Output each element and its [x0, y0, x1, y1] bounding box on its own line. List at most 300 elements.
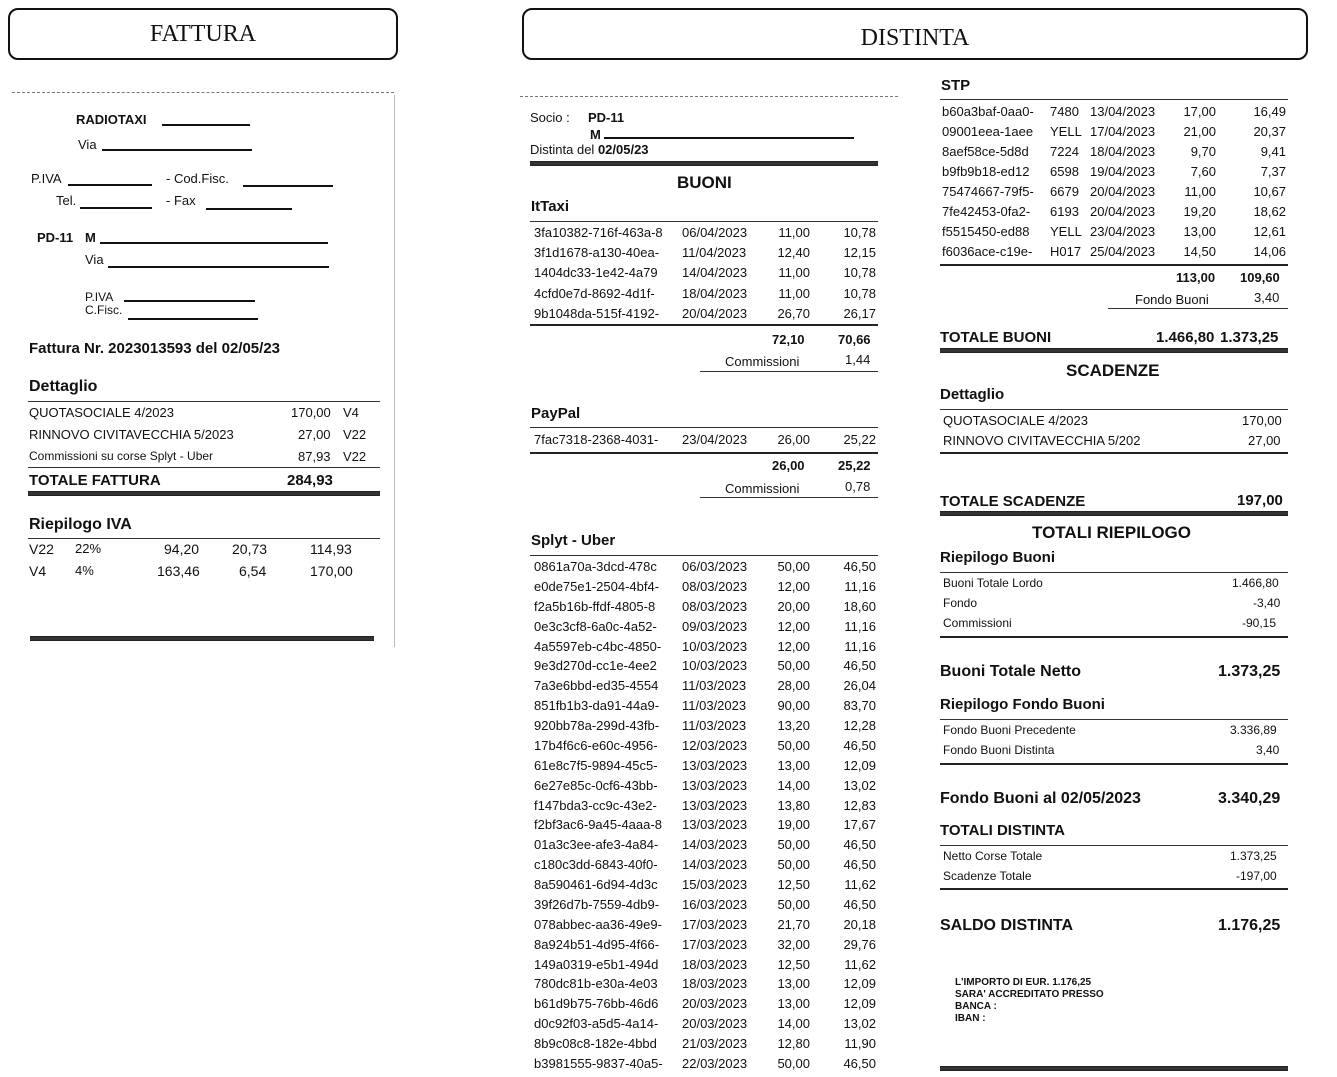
fax-redacted-line — [206, 208, 292, 210]
buono-netto: 11,90 — [844, 1036, 876, 1052]
buono-lordo: 12,50 — [777, 877, 810, 893]
ittaxi-row — [534, 286, 878, 306]
iva-imposta: 6,54 — [239, 563, 267, 579]
riepilogo-fondo-bottom-line — [940, 763, 1288, 765]
riepilogo-fondo-line — [940, 719, 1288, 720]
stp-id: 09001eea-1aee — [942, 124, 1034, 139]
note-line: BANCA : — [955, 1001, 997, 1012]
cfisc-redacted-line — [128, 318, 258, 320]
buono-lordo: 50,00 — [777, 837, 810, 853]
ittaxi-title: ItTaxi — [531, 198, 570, 215]
saldo-distinta-value: 1.176,25 — [1218, 917, 1281, 934]
buono-date: 10/03/2023 — [682, 658, 748, 674]
splyt-row — [534, 837, 878, 857]
buono-date: 17/03/2023 — [682, 936, 748, 952]
riepilogo-buoni-heading: Riepilogo Buoni — [940, 549, 1055, 566]
rf-value: 3,40 — [1256, 743, 1280, 757]
buono-date: 14/04/2023 — [682, 265, 748, 281]
invoice-title: Fattura Nr. 2023013593 del 02/05/23 — [29, 340, 281, 357]
td-value: -197,00 — [1236, 869, 1277, 883]
iva-row — [29, 541, 379, 561]
totale-buoni-label: TOTALE BUONI — [940, 329, 1052, 346]
item-desc: QUOTASOCIALE 4/2023 — [29, 405, 174, 420]
riepilogo-buoni-line — [940, 572, 1288, 573]
buono-date: 15/03/2023 — [682, 877, 748, 893]
fattura-item-row — [29, 427, 379, 447]
stp-title: STP — [941, 77, 971, 94]
buono-lordo: 26,00 — [777, 432, 810, 447]
stp-fondo-label: Fondo Buoni — [1135, 292, 1209, 307]
stp-row — [942, 144, 1288, 164]
stp-code: 7480 — [1050, 104, 1079, 119]
buono-id: b61d9b75-76bb-46d6 — [534, 996, 659, 1012]
stp-netto: 7,37 — [1260, 164, 1286, 179]
ittaxi-row — [534, 225, 878, 245]
stp-id: b60a3baf-0aa0- — [942, 104, 1034, 119]
buono-date: 18/03/2023 — [682, 976, 748, 992]
stp-code: 7224 — [1050, 144, 1079, 159]
buono-netto: 46,50 — [843, 857, 876, 873]
buono-netto: 10,78 — [843, 285, 876, 301]
stp-row — [942, 224, 1288, 244]
stp-id: 7fe42453-0fa2- — [942, 204, 1031, 219]
saldo-distinta-label: SALDO DISTINTA — [940, 917, 1074, 934]
riepilogo-iva-heading: Riepilogo IVA — [29, 516, 132, 533]
buono-id: 3f1d1678-a130-40ea- — [534, 245, 660, 261]
buono-date: 11/04/2023 — [682, 245, 747, 261]
buono-id: 9e3d270d-cc1e-4ee2 — [534, 658, 657, 674]
buono-id: 8a924b51-4d95-4f66- — [534, 936, 660, 952]
buono-date: 20/04/2023 — [682, 305, 748, 321]
stp-id: 75474667-79f5- — [942, 184, 1034, 199]
cfisc-label: C.Fisc. — [85, 303, 123, 317]
buono-id: 0861a70a-3dcd-478c — [534, 559, 657, 574]
paypal-total-line — [530, 452, 878, 454]
ittaxi-row — [534, 265, 878, 285]
splyt-row — [534, 817, 878, 837]
buono-id: f147bda3-cc9c-43e2- — [534, 797, 657, 813]
stp-code: H017 — [1050, 244, 1082, 259]
buono-netto: 29,76 — [843, 936, 876, 952]
stp-date: 19/04/2023 — [1090, 164, 1156, 179]
stp-total-line — [940, 264, 1288, 266]
buono-id: 780dc81b-e30a-4e03 — [534, 976, 658, 992]
ittaxi-commissioni-line — [700, 371, 878, 372]
totale-buoni-double-line — [940, 348, 1288, 353]
buono-lordo: 13,00 — [777, 976, 810, 992]
buoni-totale-netto-label: Buoni Totale Netto — [940, 663, 1082, 680]
stp-netto: 14,06 — [1253, 244, 1286, 259]
stp-id: b9fb9b18-ed12 — [942, 164, 1030, 179]
ittaxi-row — [534, 306, 878, 326]
socio-m: M — [85, 230, 96, 245]
buono-date: 09/03/2023 — [682, 618, 748, 634]
buono-lordo: 50,00 — [777, 737, 810, 753]
stp-lordo: 14,50 — [1183, 244, 1216, 259]
buono-lordo: 50,00 — [777, 1056, 810, 1071]
buono-netto: 11,16 — [844, 638, 876, 654]
buono-lordo: 13,00 — [777, 996, 810, 1012]
fattura-header — [8, 8, 398, 60]
buono-lordo: 20,00 — [777, 598, 810, 614]
buono-date: 20/03/2023 — [682, 996, 748, 1012]
stp-netto: 12,61 — [1253, 224, 1286, 239]
stp-netto: 9,41 — [1260, 144, 1286, 159]
socio-label: Socio : — [530, 110, 570, 125]
buono-lordo: 32,00 — [777, 936, 810, 952]
note-line: IBAN : — [955, 1013, 986, 1024]
splyt-row — [534, 658, 878, 678]
buono-id: 8a590461-6d94-4d3c — [534, 877, 658, 893]
buono-netto: 13,02 — [843, 1016, 876, 1032]
buono-date: 13/03/2023 — [682, 817, 748, 833]
ittaxi-total-lordo: 72,10 — [772, 332, 805, 347]
totali-riepilogo-title: TOTALI RIEPILOGO — [1032, 523, 1191, 542]
buono-id: 920bb78a-299d-43fb- — [534, 718, 660, 734]
buono-lordo: 13,00 — [777, 757, 810, 773]
ittaxi-commissioni-label: Commissioni — [725, 354, 800, 369]
fattura-item-row — [29, 449, 379, 469]
stp-fondo-line — [1108, 308, 1288, 309]
via2-redacted-line — [108, 266, 329, 268]
fattura-header-title: FATTURA — [149, 21, 257, 47]
buono-netto: 46,50 — [843, 896, 876, 912]
ittaxi-commissioni-value: 1,44 — [845, 352, 871, 367]
buono-id: 6e27e85c-0cf6-43bb- — [534, 777, 658, 793]
distinta-top-divider — [520, 96, 898, 97]
splyt-row — [534, 857, 878, 877]
fattura-right-border — [394, 95, 395, 647]
splyt-row — [534, 559, 878, 579]
buono-date: 10/03/2023 — [682, 638, 748, 654]
stp-lordo: 9,70 — [1190, 144, 1216, 159]
stp-id: 8aef58ce-5d8d — [942, 144, 1029, 159]
buono-date: 11/03/2023 — [682, 718, 747, 734]
distinta-header-double-line — [530, 161, 878, 166]
splyt-row — [534, 897, 878, 917]
paypal-total-lordo: 26,00 — [772, 458, 805, 473]
totale-fattura-value: 284,93 — [287, 472, 333, 489]
buono-lordo: 12,00 — [777, 578, 810, 594]
splyt-row — [534, 1016, 878, 1036]
totale-scadenze-label: TOTALE SCADENZE — [940, 493, 1086, 510]
buono-date: 06/03/2023 — [682, 559, 748, 574]
note-line: L'IMPORTO DI EUR. 1.176,25 — [955, 977, 1092, 988]
scadenza-desc: QUOTASOCIALE 4/2023 — [943, 413, 1088, 428]
stp-row — [942, 204, 1288, 224]
stp-date: 23/04/2023 — [1090, 224, 1156, 239]
buono-id: 7fac7318-2368-4031- — [534, 432, 659, 447]
stp-id: f5515450-ed88 — [942, 224, 1030, 239]
buono-netto: 13,02 — [843, 777, 876, 793]
splyt-row — [534, 778, 878, 798]
stp-total-lordo: 113,00 — [1176, 270, 1216, 285]
buono-date: 08/03/2023 — [682, 578, 748, 594]
buono-netto: 25,22 — [843, 432, 876, 447]
stp-row — [942, 184, 1288, 204]
buono-netto: 26,04 — [843, 678, 876, 694]
iva-row — [29, 563, 379, 583]
rb-label: Commissioni — [943, 616, 1012, 630]
buono-date: 14/03/2023 — [682, 857, 748, 873]
stp-date: 20/04/2023 — [1090, 184, 1156, 199]
buono-lordo: 21,70 — [777, 916, 810, 932]
splyt-row — [534, 579, 878, 599]
piva2-label: P.IVA — [85, 290, 114, 304]
buono-lordo: 11,00 — [778, 225, 810, 240]
buoni-title: BUONI — [677, 173, 732, 192]
stp-lordo: 11,00 — [1184, 184, 1216, 199]
buono-date: 18/04/2023 — [682, 285, 748, 301]
fondo-al-label: Fondo Buoni al 02/05/2023 — [940, 790, 1141, 807]
stp-code: 6193 — [1050, 204, 1079, 219]
buono-date: 16/03/2023 — [682, 896, 748, 912]
item-amount: 27,00 — [298, 427, 331, 442]
stp-date: 25/04/2023 — [1090, 244, 1156, 259]
scadenze-top-line — [940, 409, 1288, 410]
scadenze-dettaglio: Dettaglio — [940, 386, 1005, 403]
splyt-row — [534, 758, 878, 778]
totale-fattura-label: TOTALE FATTURA — [29, 472, 161, 489]
buono-id: 17b4f6c6-e60c-4956- — [534, 737, 658, 753]
ittaxi-row — [534, 245, 878, 265]
buono-lordo: 50,00 — [777, 896, 810, 912]
stp-lordo: 21,00 — [1183, 124, 1216, 139]
rb-label: Fondo — [943, 596, 978, 610]
stp-code: 6598 — [1050, 164, 1079, 179]
buono-netto: 12,15 — [843, 245, 876, 261]
piva-label: P.IVA — [31, 171, 62, 186]
buono-netto: 17,67 — [843, 817, 876, 833]
iva-imposta: 20,73 — [232, 541, 268, 557]
buono-id: 9b1048da-515f-4192- — [534, 305, 660, 321]
buono-netto: 11,62 — [844, 877, 876, 893]
buono-id: f2a5b16b-ffdf-4805-8 — [534, 598, 656, 614]
totale-scadenze-double-line — [940, 511, 1288, 516]
scadenze-title: SCADENZE — [1066, 361, 1160, 380]
totale-fattura-double-line — [28, 491, 380, 496]
buono-date: 11/03/2023 — [682, 678, 747, 694]
fattura-bottom-line — [30, 636, 374, 641]
stp-date: 20/04/2023 — [1090, 204, 1156, 219]
buono-netto: 11,62 — [844, 956, 876, 972]
buono-id: 078abbec-aa36-49e9- — [534, 916, 662, 932]
splyt-row — [534, 917, 878, 937]
splyt-row — [534, 996, 878, 1016]
buono-netto: 20,18 — [843, 916, 876, 932]
stp-code: YELL — [1050, 124, 1082, 139]
iva-totale: 114,93 — [310, 541, 352, 557]
buono-lordo: 28,00 — [777, 678, 810, 694]
stp-date: 17/04/2023 — [1090, 124, 1156, 139]
buono-netto: 12,09 — [843, 976, 876, 992]
paypal-top-line — [530, 427, 878, 428]
buono-id: f2bf3ac6-9a45-4aaa-8 — [534, 817, 662, 833]
distinta-header — [522, 8, 1308, 60]
iva-rate: 22% — [75, 541, 102, 556]
iva-imponibile: 94,20 — [164, 541, 200, 557]
rf-value: 3.336,89 — [1230, 723, 1277, 737]
scadenza-amount: 170,00 — [1242, 413, 1282, 428]
buono-netto: 12,09 — [843, 996, 876, 1012]
totale-buoni-lordo: 1.466,80 — [1156, 329, 1215, 346]
buono-id: 4cfd0e7d-8692-4d1f- — [534, 285, 655, 301]
buono-date: 22/03/2023 — [682, 1056, 748, 1071]
splyt-top-line — [530, 555, 878, 556]
buono-netto: 11,16 — [844, 578, 876, 594]
item-amount: 87,93 — [298, 449, 331, 464]
buono-id: b3981555-9837-40a5- — [534, 1056, 663, 1071]
buono-lordo: 14,00 — [777, 1016, 810, 1032]
iva-code: V22 — [29, 541, 54, 557]
socio-code: PD-11 — [37, 230, 74, 245]
buono-netto: 83,70 — [843, 698, 876, 714]
ittaxi-top-line — [530, 221, 878, 222]
splyt-row — [534, 877, 878, 897]
stp-row — [942, 244, 1288, 264]
buono-id: e0de75e1-2504-4bf4- — [534, 578, 660, 594]
item-vat: V22 — [343, 427, 367, 442]
riepilogo-iva-line — [28, 538, 380, 539]
fattura-dettaglio-line — [28, 401, 380, 402]
buono-lordo: 12,50 — [777, 956, 810, 972]
td-label: Netto Corse Totale — [943, 849, 1043, 863]
tel-label: Tel. — [56, 193, 77, 208]
buono-lordo: 13,80 — [777, 797, 810, 813]
buono-netto: 46,50 — [843, 1056, 876, 1071]
buono-date: 06/04/2023 — [682, 225, 748, 240]
distinta-del-text: Distinta del — [530, 142, 595, 157]
buono-id: 39f26d7b-7559-4db9- — [534, 896, 660, 912]
distinta-date: 02/05/23 — [597, 142, 649, 157]
fax-label: - Fax — [166, 193, 196, 208]
buono-id: 3fa10382-716f-463a-8 — [534, 225, 663, 240]
paypal-title: PayPal — [531, 405, 581, 422]
splyt-row — [534, 976, 878, 996]
stp-lordo: 17,00 — [1183, 104, 1216, 119]
splyt-row — [534, 738, 878, 758]
stp-netto: 16,49 — [1253, 104, 1286, 119]
buono-netto: 46,50 — [843, 737, 876, 753]
totali-distinta-line — [940, 845, 1288, 846]
splyt-row — [534, 619, 878, 639]
stp-code: YELL — [1050, 224, 1082, 239]
fattura-dettaglio-heading: Dettaglio — [29, 378, 98, 395]
paypal-commissioni-value: 0,78 — [845, 479, 871, 494]
buono-netto: 46,50 — [843, 658, 876, 674]
td-value: 1.373,25 — [1230, 849, 1277, 863]
via-redacted-line — [102, 149, 252, 151]
stp-lordo: 7,60 — [1190, 164, 1216, 179]
buono-lordo: 12,00 — [777, 638, 810, 654]
fattura-items-bottom-line — [28, 467, 380, 468]
paypal-commissioni-line — [700, 497, 878, 498]
buono-netto: 46,50 — [843, 837, 876, 853]
socio-redacted-line — [100, 242, 328, 244]
buono-date: 21/03/2023 — [682, 1036, 748, 1052]
buono-date: 14/03/2023 — [682, 837, 748, 853]
buono-id: 4a5597eb-c4bc-4850- — [534, 638, 662, 654]
buono-netto: 10,78 — [843, 265, 876, 281]
riepilogo-fondo-heading: Riepilogo Fondo Buoni — [940, 696, 1105, 713]
distinta-bottom-line — [940, 1066, 1288, 1071]
buono-netto: 10,78 — [843, 225, 876, 240]
totale-buoni-netto: 1.373,25 — [1220, 329, 1279, 346]
buono-date: 12/03/2023 — [682, 737, 748, 753]
buono-lordo: 50,00 — [777, 658, 810, 674]
buono-date: 18/03/2023 — [682, 956, 748, 972]
piva-redacted-line — [68, 184, 152, 186]
stp-code: 6679 — [1050, 184, 1079, 199]
buono-date: 23/04/2023 — [682, 432, 748, 447]
accredito-note — [955, 977, 1104, 1025]
rf-label: Fondo Buoni Distinta — [943, 743, 1055, 757]
stp-row — [942, 164, 1288, 184]
iva-totale: 170,00 — [310, 563, 353, 579]
buono-date: 20/03/2023 — [682, 1016, 748, 1032]
buono-lordo: 90,00 — [777, 698, 810, 714]
buono-date: 13/03/2023 — [682, 777, 748, 793]
riepilogo-buoni-bottom-line — [940, 636, 1288, 638]
splyt-row — [534, 937, 878, 957]
splyt-row — [534, 957, 878, 977]
stp-netto: 10,67 — [1253, 184, 1286, 199]
buono-date: 11/03/2023 — [682, 698, 747, 714]
iva-imponibile: 163,46 — [157, 563, 200, 579]
rf-label: Fondo Buoni Precedente — [943, 723, 1076, 737]
buono-id: 1404dc33-1e42-4a79 — [534, 265, 658, 281]
item-desc: RINNOVO CIVITAVECCHIA 5/2023 — [29, 427, 234, 442]
buono-id: 7a3e6bbd-ed35-4554 — [534, 678, 659, 694]
buono-id: d0c92f03-a5d5-4a14- — [534, 1016, 659, 1032]
stp-lordo: 13,00 — [1183, 224, 1216, 239]
iva-rate: 4% — [75, 563, 94, 578]
buono-date: 17/03/2023 — [682, 916, 748, 932]
fattura-item-row — [29, 405, 379, 425]
buono-netto: 11,16 — [844, 618, 876, 634]
scadenze-bottom-line — [940, 452, 1288, 454]
codfisc-label: - Cod.Fisc. — [166, 171, 229, 186]
splyt-row — [534, 698, 878, 718]
buono-id: 149a0319-e5b1-494d — [534, 956, 659, 972]
buono-netto: 12,09 — [843, 757, 876, 773]
buono-lordo: 12,00 — [777, 618, 810, 634]
radiotaxi-label: RADIOTAXI — [76, 112, 147, 127]
paypal-commissioni-label: Commissioni — [725, 481, 800, 496]
scadenza-amount: 27,00 — [1248, 433, 1281, 448]
item-vat: V4 — [343, 405, 359, 420]
splyt-row — [534, 798, 878, 818]
stp-fondo-value: 3,40 — [1254, 290, 1280, 305]
buono-netto: 46,50 — [843, 559, 876, 574]
piva2-redacted-line — [124, 300, 255, 302]
buono-lordo: 50,00 — [777, 857, 810, 873]
buono-id: c180c3dd-6843-40f0- — [534, 857, 658, 873]
splyt-row — [534, 639, 878, 659]
stp-total-netto: 109,60 — [1240, 270, 1280, 285]
splyt-row — [534, 1036, 878, 1056]
note-line: SARA' ACCREDITATO PRESSO — [955, 989, 1104, 1000]
stp-row — [942, 104, 1288, 124]
buono-date: 13/03/2023 — [682, 757, 748, 773]
iva-code: V4 — [29, 563, 47, 579]
rb-label: Buoni Totale Lordo — [943, 576, 1043, 590]
buono-lordo: 11,00 — [778, 265, 810, 281]
buoni-totale-netto-value: 1.373,25 — [1218, 663, 1281, 680]
item-amount: 170,00 — [291, 405, 331, 420]
buono-lordo: 26,70 — [777, 305, 810, 321]
stp-netto: 20,37 — [1253, 124, 1286, 139]
